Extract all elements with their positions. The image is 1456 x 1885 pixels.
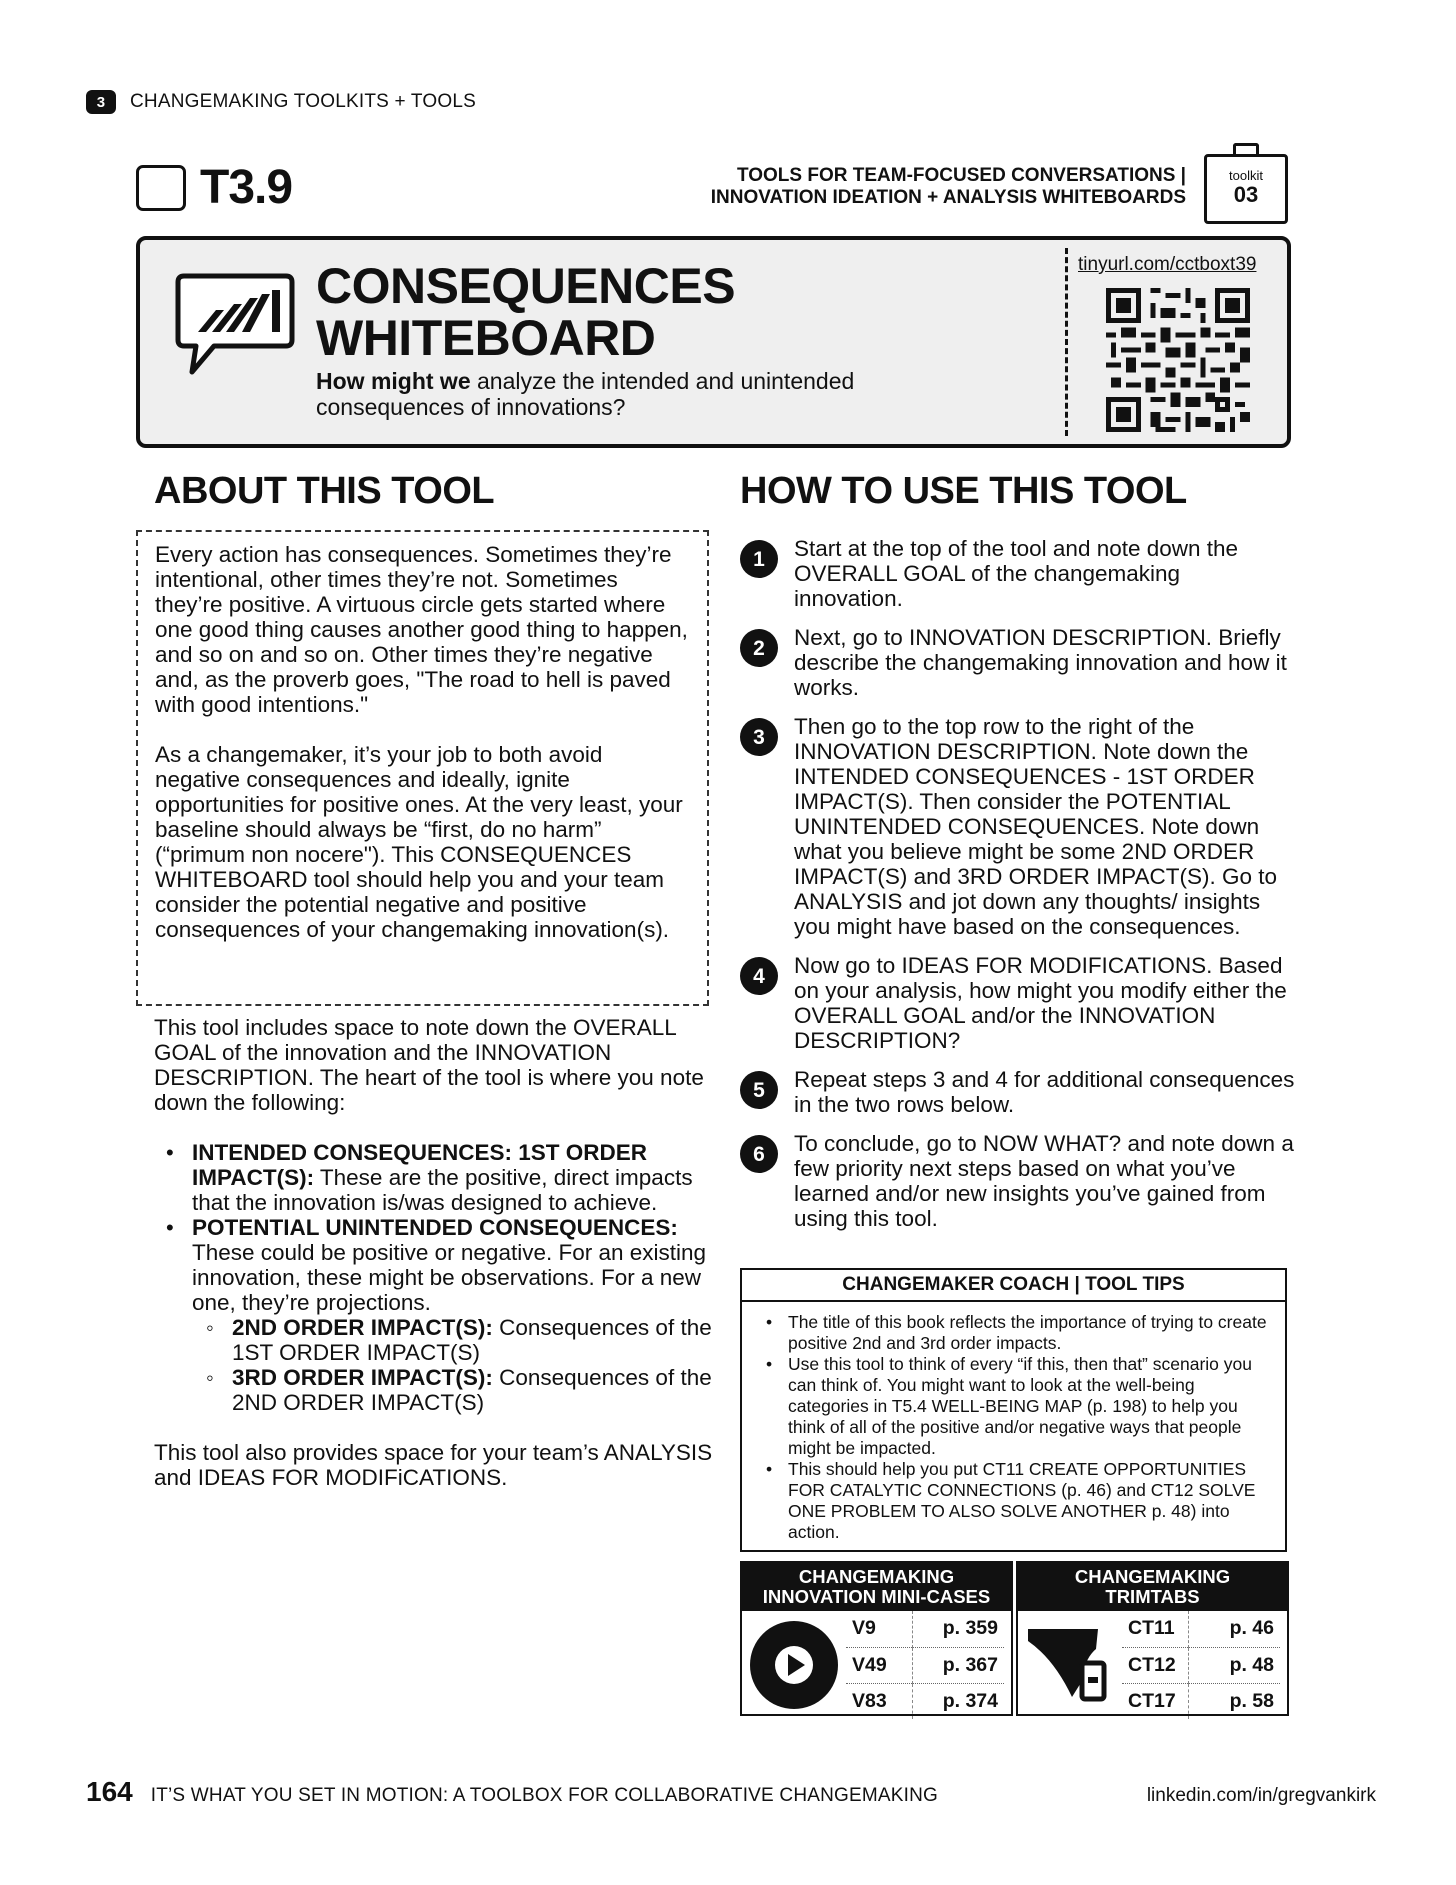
bullet-1-term: INTENDED CONSEQUENCES: 1ST ORDER IMPACT(S): <box>192 1140 648 1190</box>
question-body: analyze the intended and unintended consequences of innovations? <box>316 368 855 420</box>
title-banner <box>136 236 1291 448</box>
about-closing: This tool also provides space for your team’s ANALYSIS and IDEAS FOR MODIFiCATIONS. <box>154 1440 713 1490</box>
about-intro: This tool includes space to note down the OVERALL GOAL of the innovation and the INNOVATION DESCRIPTION. The heart of the tool is where you note down the following: <box>154 1015 704 1115</box>
qr-code-icon[interactable] <box>1106 288 1250 432</box>
trimtab-page: p. 48 <box>1188 1647 1280 1683</box>
bullet-2-text: These could be positive or negative. For an existing innovation, these might be observations. For a new one, they’re projections. <box>192 1240 707 1315</box>
page-number: 164 <box>86 1776 133 1807</box>
table-row[interactable] <box>846 1683 1004 1719</box>
list-item <box>192 1315 714 1365</box>
step-number-badge: 5 <box>740 1071 778 1109</box>
step-number-badge: 3 <box>740 718 778 756</box>
list-item <box>154 1140 714 1215</box>
toolbox-handle-icon <box>1233 143 1259 155</box>
about-heading: ABOUT THIS TOOL <box>154 470 495 512</box>
chapter-header <box>86 90 476 114</box>
tool-title-line-1: CONSEQUENCES <box>316 258 736 314</box>
trimtabs-box <box>1016 1561 1289 1716</box>
step-text: Next, go to INNOVATION DESCRIPTION. Briefly describe the changemaking innovation and how it works. <box>794 625 1287 700</box>
bullet-2-term: POTENTIAL UNINTENDED CONSEQUENCES: <box>192 1215 678 1240</box>
question-lead: How might we <box>316 368 471 394</box>
case-code: V9 <box>846 1611 912 1647</box>
howto-heading: HOW TO USE THIS TOOL <box>740 470 1187 512</box>
tool-url-link[interactable]: tinyurl.com/cctboxt39 <box>1078 254 1257 275</box>
toolkit-badge <box>1204 154 1288 224</box>
case-page: p. 359 <box>912 1611 1004 1647</box>
case-page: p. 374 <box>942 1689 998 1712</box>
author-link[interactable]: linkedin.com/in/gregvankirk <box>1146 1785 1376 1806</box>
sub-bullet-1-text: Consequences of the 1ST ORDER IMPACT(S) <box>232 1315 712 1365</box>
tool-checkbox[interactable] <box>136 165 186 211</box>
sub-bullet-2-term: 3RD ORDER IMPACT(S): <box>232 1365 493 1390</box>
toolkit-label: toolkit <box>1229 168 1263 183</box>
sub-bullet-2-text: Consequences of the 2ND ORDER IMPACT(S) <box>232 1365 712 1415</box>
consequence-list <box>154 1140 714 1415</box>
mini-cases-heading-line-2: INNOVATION MINI-CASES <box>762 1586 991 1607</box>
tool-id <box>136 160 292 215</box>
table-row[interactable] <box>846 1647 1004 1683</box>
trimtab-code: CT11 <box>1122 1611 1188 1647</box>
step-6 <box>740 1131 1295 1231</box>
page-footer <box>86 1776 1376 1808</box>
speech-bubble-dominoes-icon <box>174 270 296 380</box>
list-item <box>154 1215 714 1415</box>
list-item: • Use this tool to think of every “if this, then that” scenario you can think of. You might want to look at the well-being categories in T5.4 WELL-BEING MAP (p. 198) to help you think of all of the positive and/or negative ways that people might be impacted. <box>788 1354 1273 1459</box>
mini-cases-heading-line-1: CHANGEMAKING <box>798 1566 955 1587</box>
trimtab-code: CT17 <box>1122 1683 1188 1719</box>
tool-category <box>711 165 1186 209</box>
bullet-1-text: These are the positive, direct impacts that the innovation is/was designed to achieve. <box>192 1165 693 1215</box>
trimtabs-table <box>1122 1611 1280 1719</box>
step-number-badge: 4 <box>740 957 778 995</box>
play-icon[interactable] <box>748 1619 840 1711</box>
mini-cases-heading <box>742 1563 1011 1611</box>
step-5 <box>740 1067 1295 1117</box>
mini-cases-table <box>846 1611 1004 1719</box>
trimtab-page: p. 58 <box>1229 1689 1274 1712</box>
step-3 <box>740 714 1295 939</box>
about-paragraph-1: Every action has consequences. Sometimes they’re intentional, other times they’re not. Sometimes they’re positive. A virtuous circle gets started where one good thing causes another good thing to happen, and so on and so on. Other times they’re negative and, as the proverb goes, "The road to hell is paved with good intentions." <box>155 542 688 717</box>
chapter-number: 3 <box>86 90 116 114</box>
trimtab-page: p. 46 <box>1188 1611 1280 1647</box>
case-code: V49 <box>846 1647 912 1683</box>
chapter-label: CHANGEMAKING TOOLKITS + TOOLS <box>130 91 476 112</box>
step-4 <box>740 953 1295 1053</box>
step-text: Start at the top of the tool and note down the OVERALL GOAL of the changemaking innovation. <box>794 536 1239 611</box>
tool-tips-heading: CHANGEMAKER COACH | TOOL TIPS <box>742 1270 1285 1302</box>
step-2 <box>740 625 1295 700</box>
case-code: V83 <box>846 1683 912 1719</box>
trimtabs-heading-line-2: TRIMTABS <box>1105 1586 1200 1607</box>
tool-tips-list <box>742 1302 1285 1543</box>
tool-code: T3.9 <box>200 161 293 214</box>
step-number-badge: 6 <box>740 1135 778 1173</box>
about-details <box>154 1015 714 1490</box>
step-text: To conclude, go to NOW WHAT? and note down a few priority next steps based on what you’ve learned and/or new insights you’ve gained from using this tool. <box>794 1131 1294 1231</box>
step-number-badge: 2 <box>740 629 778 667</box>
tool-title-line-2: WHITEBOARD <box>316 310 656 366</box>
category-line-1: TOOLS FOR TEAM-FOCUSED CONVERSATIONS | <box>736 165 1186 186</box>
table-row[interactable] <box>1122 1647 1280 1683</box>
list-item: • This should help you put CT11 CREATE OPPORTUNITIES FOR CATALYTIC CONNECTIONS (p. 46) and CT12 SOLVE ONE PROBLEM TO ALSO SOLVE ANOTHER p. 48) into action. <box>788 1459 1273 1543</box>
steps-list <box>740 536 1295 1245</box>
toolkit-number: 03 <box>1233 182 1259 207</box>
case-page: p. 367 <box>912 1647 1004 1683</box>
step-1 <box>740 536 1295 611</box>
trimtabs-heading <box>1018 1563 1287 1611</box>
list-item: • The title of this book reflects the importance of trying to create positive 2nd and 3rd order impacts. <box>788 1312 1273 1354</box>
mini-cases-box <box>740 1561 1013 1716</box>
trimtab-rudder-icon <box>1024 1619 1116 1711</box>
step-text: Then go to the top row to the right of the INNOVATION DESCRIPTION. Note down the INTENDED CONSEQUENCES - 1ST ORDER IMPACT(S). Then consider the POTENTIAL UNINTENDED CONSEQUENCES. Note down what you believe might be some 2ND ORDER IMPACT(S) and 3RD ORDER IMPACT(S). Go to ANALYSIS and jot down any thoughts/ insights you might have based on the consequences. <box>794 714 1277 939</box>
book-title: IT’S WHAT YOU SET IN MOTION: A TOOLBOX FOR COLLABORATIVE CHANGEMAKING <box>150 1785 939 1806</box>
how-might-we-question <box>316 368 936 420</box>
sub-bullet-1-term: 2ND ORDER IMPACT(S): <box>232 1315 493 1340</box>
category-line-2: INNOVATION IDEATION + ANALYSIS WHITEBOARDS <box>710 187 1186 208</box>
list-item <box>192 1365 714 1415</box>
tool-title <box>316 260 735 364</box>
table-row[interactable] <box>846 1611 1004 1647</box>
about-paragraph-2: As a changemaker, it’s your job to both avoid negative consequences and ideally, ignite opportunities for positive ones. At the very least, your baseline should always be “first, do no harm” (“primum non nocere"). This CONSEQUENCES WHITEBOARD tool should help you and your team consider the potential negative and positive consequences of your changemaking innovation(s). <box>155 742 683 942</box>
banner-divider <box>1065 248 1068 436</box>
about-box <box>136 530 709 1006</box>
table-row[interactable] <box>1122 1611 1280 1647</box>
trimtab-code: CT12 <box>1122 1647 1188 1683</box>
step-text: Now go to IDEAS FOR MODIFICATIONS. Based on your analysis, how might you modify either the OVERALL GOAL and/or the INNOVATION DESCRIPTION? <box>794 953 1287 1053</box>
sub-list <box>192 1315 714 1415</box>
table-row[interactable] <box>1122 1683 1280 1719</box>
tool-tips-box <box>740 1268 1287 1552</box>
step-text: Repeat steps 3 and 4 for additional consequences in the two rows below. <box>794 1067 1295 1117</box>
step-number-badge: 1 <box>740 540 778 578</box>
trimtabs-heading-line-1: CHANGEMAKING <box>1074 1566 1231 1587</box>
